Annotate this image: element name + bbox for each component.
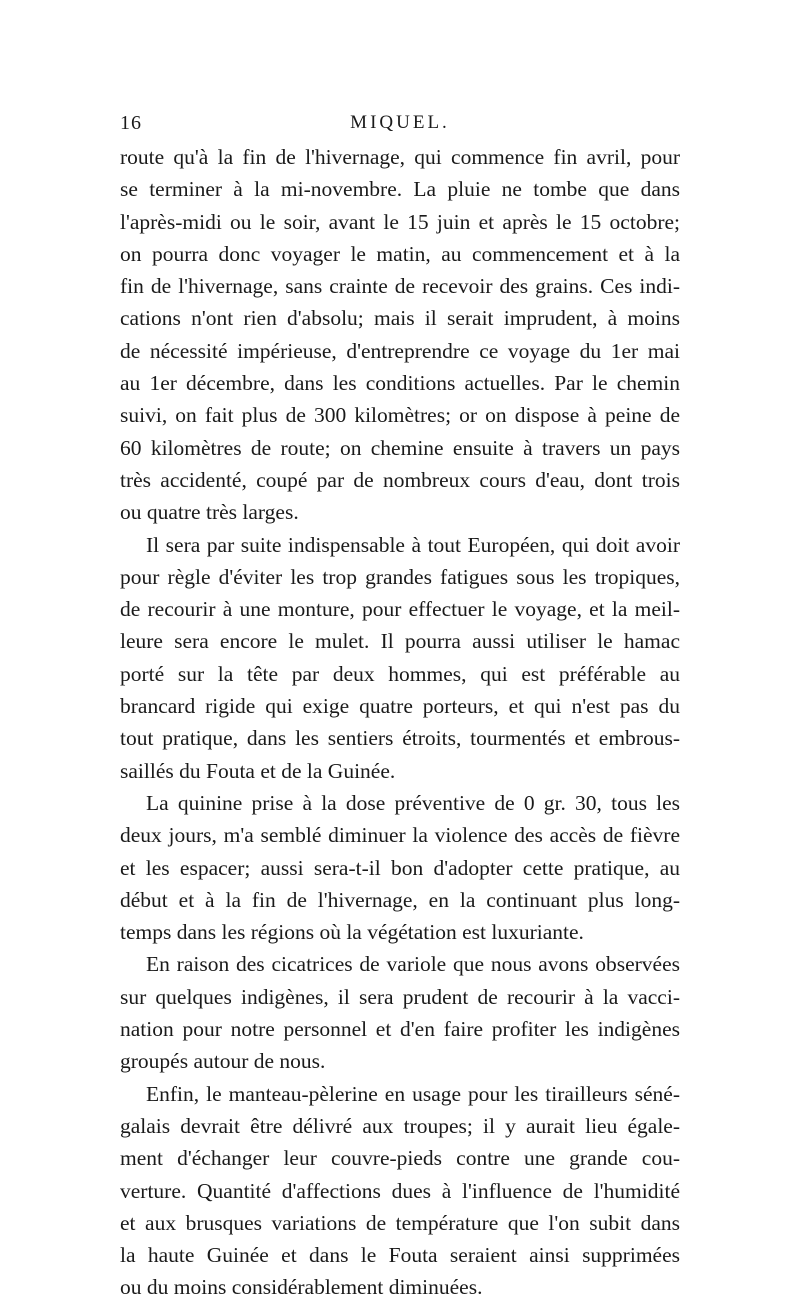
paragraph-first-line: Il sera par suite indispensable à tout Européen, qui doit avoir bbox=[146, 532, 680, 557]
text-line: et aux brusques variations de température que l'on subit dans bbox=[120, 1210, 680, 1235]
text-line: leure sera encore le mulet. Il pourra aussi utiliser le hamac bbox=[120, 629, 680, 654]
text-line: ou quatre très larges. bbox=[120, 500, 299, 525]
text-line: saillés du Fouta et de la Guinée. bbox=[120, 758, 396, 783]
running-title: MIQUEL. bbox=[350, 112, 450, 133]
text-line: brancard rigide qui exige quatre porteurs, et qui n'est pas du bbox=[120, 694, 680, 719]
body-text bbox=[120, 141, 680, 1304]
text-line: galais devrait être délivré aux troupes; il y aurait lieu égale- bbox=[120, 1113, 680, 1138]
text-line: pour règle d'éviter les trop grandes fatigues sous les tropiques, bbox=[120, 564, 680, 589]
text-line: suivi, on fait plus de 300 kilomètres; or on dispose à peine de bbox=[120, 403, 680, 428]
text-line: groupés autour de nous. bbox=[120, 1049, 326, 1074]
paragraph-first-line: Enfin, le manteau-pèlerine en usage pour les tirailleurs séné- bbox=[146, 1081, 680, 1106]
text-line: de nécessité impérieuse, d'entreprendre ce voyage du 1er mai bbox=[120, 338, 680, 363]
text-line: et les espacer; aussi sera-t-il bon d'adopter cette pratique, au bbox=[120, 855, 680, 880]
text-line: de recourir à une monture, pour effectuer le voyage, et la meil- bbox=[120, 597, 680, 622]
running-head bbox=[120, 112, 680, 142]
text-line: porté sur la tête par deux hommes, qui est préférable au bbox=[120, 661, 680, 686]
text-line: tout pratique, dans les sentiers étroits, tourmentés et embrous- bbox=[120, 726, 680, 751]
text-line: deux jours, m'a semblé diminuer la violence des accès de fièvre bbox=[120, 823, 680, 848]
text-line: cations n'ont rien d'absolu; mais il serait imprudent, à moins bbox=[120, 306, 680, 331]
text-line: temps dans les régions où la végétation est luxuriante. bbox=[120, 920, 584, 945]
text-line: très accidenté, coupé par de nombreux cours d'eau, dont trois bbox=[120, 467, 680, 492]
text-line: route qu'à la fin de l'hivernage, qui commence fin avril, pour bbox=[120, 145, 680, 169]
paragraph-first-line: En raison des cicatrices de variole que nous avons observées bbox=[146, 952, 680, 977]
text-line: se terminer à la mi-novembre. La pluie ne tombe que dans bbox=[120, 177, 680, 202]
text-line: l'après-midi ou le soir, avant le 15 juin et après le 15 octobre; bbox=[120, 209, 680, 234]
text-line: ou du moins considérablement diminuées. bbox=[120, 1275, 483, 1300]
page-number: 16 bbox=[120, 112, 142, 134]
text-line: fin de l'hivernage, sans crainte de recevoir des grains. Ces indi- bbox=[120, 274, 680, 299]
text-line: ment d'échanger leur couvre-pieds contre une grande cou- bbox=[120, 1146, 680, 1171]
text-line: on pourra donc voyager le matin, au commencement et à la bbox=[120, 241, 680, 266]
text-line: nation pour notre personnel et d'en faire profiter les indigènes bbox=[120, 1017, 680, 1042]
text-line: sur quelques indigènes, il sera prudent de recourir à la vacci- bbox=[120, 984, 680, 1009]
text-line: au 1er décembre, dans les conditions actuelles. Par le chemin bbox=[120, 371, 680, 396]
text-line: la haute Guinée et dans le Fouta seraient ainsi supprimées bbox=[120, 1243, 680, 1268]
paragraph-first-line: La quinine prise à la dose préventive de 0 gr. 30, tous les bbox=[146, 790, 680, 815]
text-line: verture. Quantité d'affections dues à l'influence de l'humidité bbox=[120, 1178, 680, 1203]
text-line: début et à la fin de l'hivernage, en la continuant plus long- bbox=[120, 887, 680, 912]
text-line: 60 kilomètres de route; on chemine ensuite à travers un pays bbox=[120, 435, 680, 460]
